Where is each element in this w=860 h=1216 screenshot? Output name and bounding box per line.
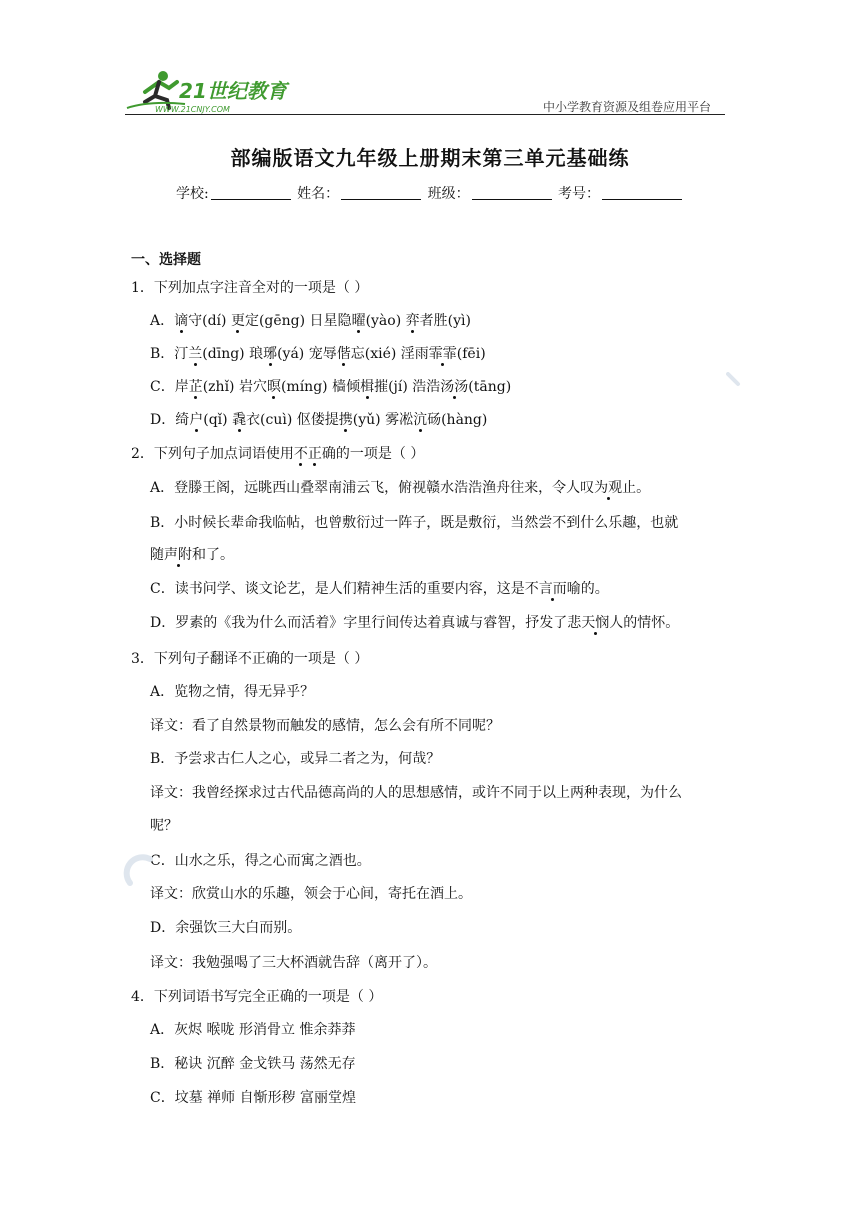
q3-option-b-translation-1: 译文：我曾经探求过古代品德高尚的人的思想感情，或许不同于以上两种表现，为什么	[150, 785, 682, 801]
q2-option-a: A．登滕王阁，远眺西山叠翠南浦云飞，俯视赣水浩浩渔舟往来，令人叹为观止。	[150, 480, 651, 496]
q3-stem: 3．下列句子翻译不正确的一项是（ ）	[131, 651, 369, 667]
page-header	[125, 68, 725, 118]
watermark-arc	[120, 853, 160, 893]
header-rule	[125, 114, 725, 115]
q2-option-b-line2: 随声附和了。	[150, 547, 234, 563]
exam-no-label: 考号：	[558, 186, 601, 202]
page-title: 部编版语文九年级上册期末第三单元基础练	[230, 146, 630, 170]
q4-option-c: C．坟墓 禅师 自惭形秽 富丽堂煌	[150, 1090, 357, 1106]
q3-option-d: D．余强饮三大白而别。	[150, 920, 302, 936]
q2-option-b-line1: B．小时候长辈命我临帖，也曾敷衍过一阵子，既是敷衍，当然尝不到什么乐趣，也就	[150, 515, 679, 531]
q3-option-a: A．览物之情，得无异乎？	[150, 684, 315, 700]
q3-option-d-translation: 译文：我勉强喝了三大杯酒就告辞（离开了）。	[150, 955, 437, 971]
logo	[125, 68, 295, 114]
q2-option-d: D．罗素的《我为什么而活着》字里行间传达着真诚与睿智，抒发了悲天悯人的情怀。	[150, 615, 680, 631]
q3-option-b-translation-2: 呢？	[150, 818, 178, 834]
q2-option-c: C．读书问学、谈文论艺，是人们精神生活的重要内容，这是不言而喻的。	[150, 581, 609, 597]
q1-option-b: B．汀兰(dīng) 琅琊(yá) 宠辱偕忘(xié) 淫雨霏霏(fēi)	[150, 346, 486, 362]
q4-stem: 4．下列词语书写完全正确的一项是（ ）	[131, 989, 383, 1005]
name-label: 姓名：	[297, 186, 340, 202]
student-info-fields	[0, 183, 860, 203]
section-heading: 一、选择题	[131, 252, 201, 268]
q3-option-c-translation: 译文：欣赏山水的乐趣，领会于心间，寄托在酒上。	[150, 886, 472, 902]
q1-stem: 1．下列加点字注音全对的一项是（ ）	[131, 280, 369, 296]
q1-option-d: D．绮户(qǐ) 毳衣(cuì) 伛偻提携(yǔ) 雾凇沆砀(hàng)	[150, 412, 488, 428]
watermark-mark	[726, 372, 742, 388]
school-label: 学校:	[175, 186, 209, 202]
q1-option-a: A．谪守(dí) 更定(gēng) 日星隐曜(yào) 弈者胜(yì)	[150, 313, 471, 329]
class-label: 班级：	[427, 186, 470, 202]
logo-text: 21世纪教育	[179, 79, 287, 103]
q3-option-c: C．山水之乐，得之心而寓之酒也。	[150, 853, 371, 869]
platform-label: 中小学教育资源及组卷应用平台	[542, 100, 711, 114]
class-blank[interactable]	[472, 185, 552, 200]
exam-no-blank[interactable]	[602, 185, 682, 200]
q3-option-a-translation: 译文：看了自然景物而触发的感情，怎么会有所不同呢？	[150, 718, 500, 734]
q1-option-c: C．岸芷(zhǐ) 岩穴暝(míng) 樯倾楫摧(jí) 浩浩汤汤(tāng)	[150, 379, 512, 395]
logo-url: WWW.21CNJY.COM	[155, 105, 230, 114]
school-blank[interactable]	[211, 185, 291, 200]
name-blank[interactable]	[341, 185, 421, 200]
q4-option-a: A．灰烬 喉咙 形消骨立 惟余莽莽	[150, 1022, 356, 1038]
q2-stem: 2．下列句子加点词语使用不正确的一项是（ ）	[131, 446, 425, 462]
q3-option-b: B．予尝求古仁人之心，或异二者之为，何哉？	[150, 751, 441, 767]
q4-option-b: B．秘诀 沉醉 金戈铁马 荡然无存	[150, 1056, 356, 1072]
